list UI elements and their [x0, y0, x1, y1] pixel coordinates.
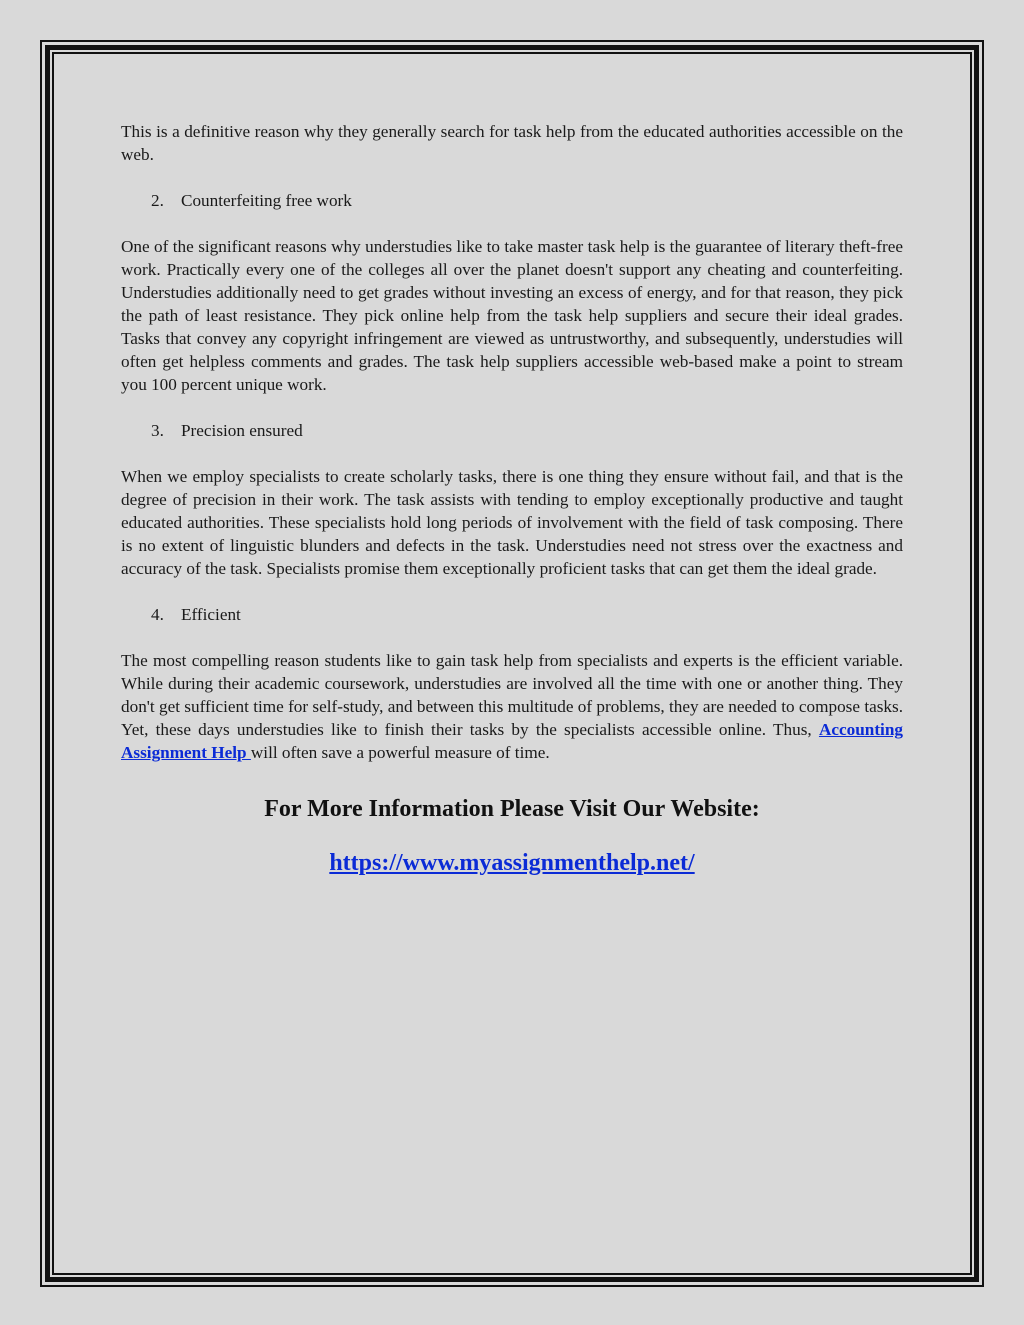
- website-link[interactable]: https://www.myassignmenthelp.net/: [329, 850, 695, 876]
- document-body: [121, 120, 903, 878]
- cta-link-container: [121, 848, 903, 878]
- accounting-assignment-help-link[interactable]: Accounting Assignment Help: [121, 720, 903, 762]
- list-number: 4.: [151, 605, 164, 624]
- list-heading: Efficient: [181, 605, 241, 624]
- list-number: 2.: [151, 191, 164, 210]
- cta-heading: For More Information Please Visit Our Website:: [264, 796, 760, 822]
- section-heading-3: [151, 419, 903, 442]
- paragraph-text-after-link: will often save a powerful measure of time.: [250, 743, 550, 762]
- section-heading-4: [151, 603, 903, 626]
- paragraph-text-before-link: The most compelling reason students like to gain task help from specialists and experts is the efficient variable. While during their academic coursework, understudies are involved all the time with one or another thing. They don't get sufficient time for self-study, and between this multitude of problems, they are needed to compose tasks. Yet, these days understudies like to finish their tasks by the specialists accessible online. Thus,: [121, 651, 903, 739]
- section-paragraph-4: [121, 649, 903, 764]
- section-paragraph-3: When we employ specialists to create scholarly tasks, there is one thing they ensure without fail, and that is the degree of precision in their work. The task assists with tending to employ exceptionally productive and taught educated authorities. These specialists hold long periods of involvement with the field of task composing. There is no extent of linguistic blunders and defects in the task. Understudies need not stress over the exactness and accuracy of the task. Specialists promise them exceptionally proficient tasks that can get them the ideal grade.: [121, 467, 903, 578]
- section-heading-2: [151, 189, 903, 212]
- list-heading: Precision ensured: [181, 421, 303, 440]
- section-paragraph-2: One of the significant reasons why understudies like to take master task help is the guarantee of literary theft-free work. Practically every one of the colleges all over the planet doesn't support any cheating and counterfeiting. Understudies additionally need to get grades without investing an excess of energy, and for that reason, they pick the path of least resistance. They pick online help from the task help suppliers and secure their ideal grades. Tasks that convey any copyright infringement are viewed as untrustworthy, and subsequently, understudies will often get helpless comments and grades. The task help suppliers accessible web-based make a point to stream you 100 percent unique work.: [121, 237, 903, 394]
- intro-paragraph: This is a definitive reason why they generally search for task help from the educated authorities accessible on the web.: [121, 122, 903, 164]
- list-heading: Counterfeiting free work: [181, 191, 352, 210]
- list-number: 3.: [151, 421, 164, 440]
